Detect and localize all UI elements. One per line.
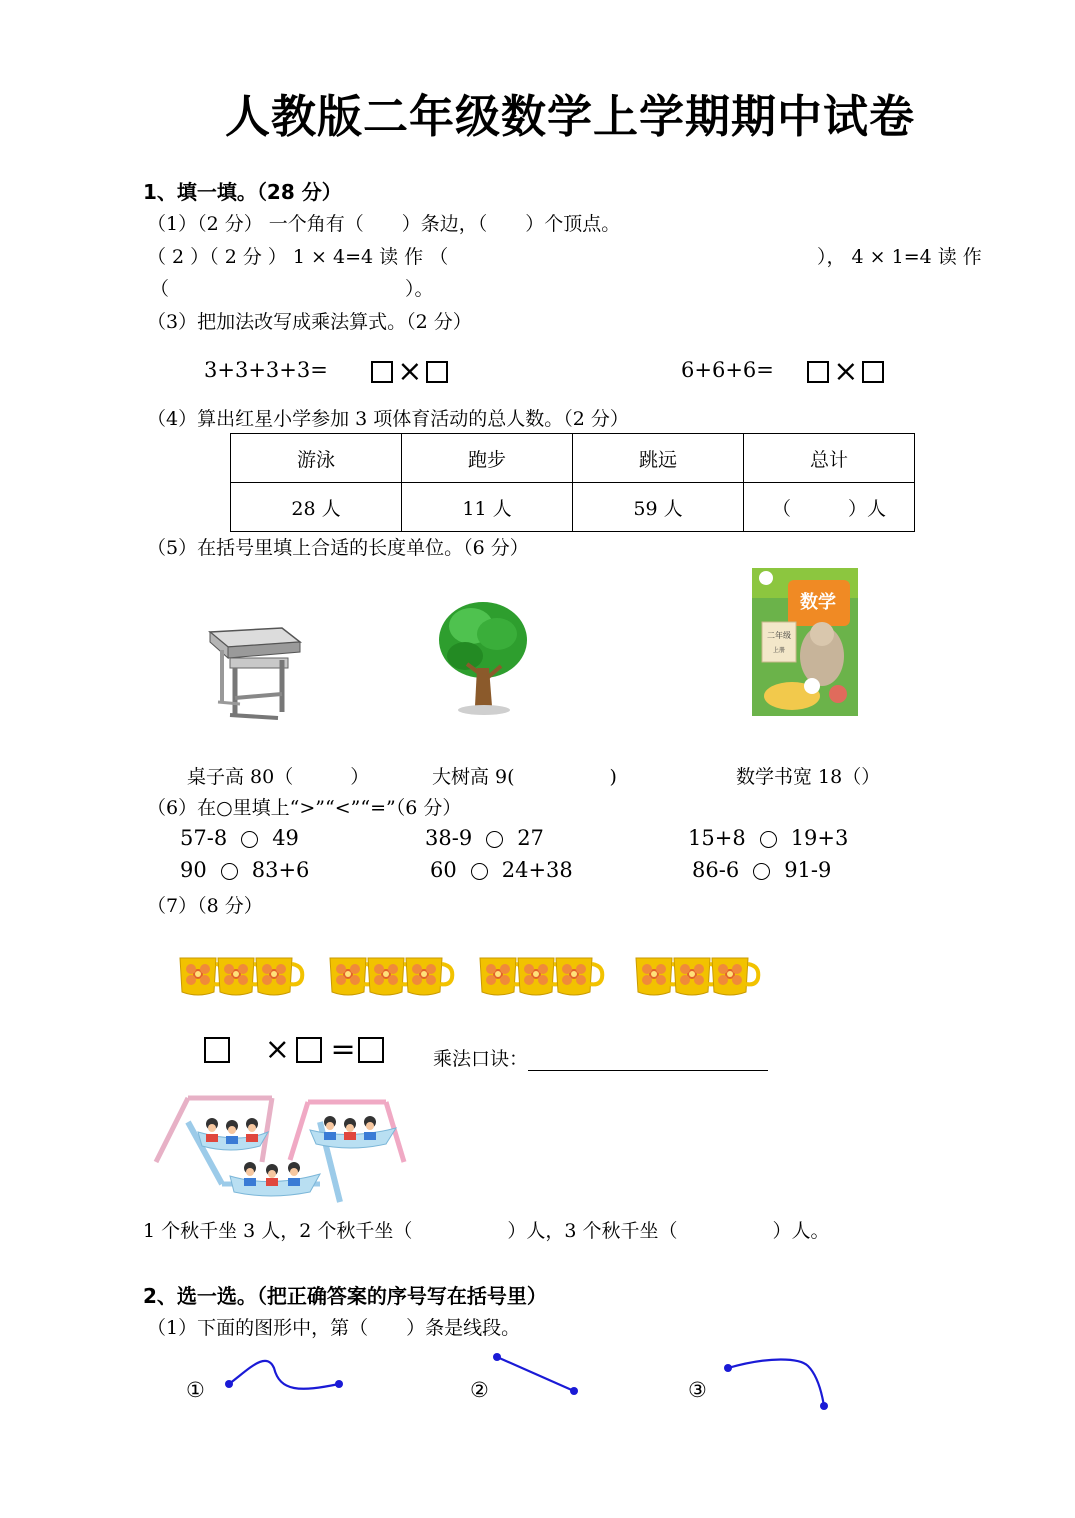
table-header-cell: 跳远 [573, 434, 744, 483]
section-2-heading: 2、选一选。（把正确答案的序号写在括号里） [143, 1284, 547, 1308]
q3-left-sum: 3+3+3+3= [204, 358, 328, 382]
compare-item: 38-9 27 [425, 826, 544, 850]
q5-book-label: 数学书宽 18（） [736, 766, 881, 788]
question-2-1: （1）下面的图形中，第（ ）条是线段。 [147, 1317, 521, 1339]
times-sign: × [397, 353, 423, 389]
option-label-2: ② [470, 1378, 489, 1402]
question-1-7: （7）（8 分） [147, 895, 263, 917]
times-sign: × [833, 353, 859, 389]
equals-sign: = [330, 1031, 356, 1067]
figure-2-segment [493, 1353, 578, 1395]
compare-item: 86-6 91-9 [692, 858, 832, 882]
question-1-2-part-a: （ 2 ）（ 2 分 ） 1 × 4=4 读 作 （ [147, 246, 449, 268]
option-label-1: ① [186, 1378, 205, 1402]
question-1-2-part-d: ）。 [405, 278, 434, 300]
figure-3-curve [724, 1360, 828, 1411]
book-cover-grade: 二年级 [767, 631, 791, 640]
times-sign: × [264, 1031, 290, 1067]
book-cover-title: 数学 [800, 592, 836, 613]
page-title: 人教版二年级数学上学期期中试卷 [224, 90, 915, 143]
compare-item: 15+8 19+3 [688, 826, 849, 850]
q3-right-sum: 6+6+6= [681, 358, 774, 382]
table-header-cell: 游泳 [231, 434, 402, 483]
question-1-3: （3）把加法改写成乘法算式。（2 分） [147, 311, 472, 333]
question-1-2-part-c: （ [150, 278, 170, 300]
compare-item: 60 24+38 [430, 858, 573, 882]
q7-rhyme-label: 乘法口诀： [433, 1048, 529, 1070]
question-1-4: （4）算出红星小学参加 3 项体育活动的总人数。（2 分） [147, 408, 629, 430]
compare-item: 90 83+6 [180, 858, 310, 882]
book-cover-term: 上册 [772, 647, 786, 654]
table-header-cell: 跑步 [402, 434, 573, 483]
question-1-5: （5）在括号里填上合适的长度单位。（6 分） [147, 537, 529, 559]
compare-item: 57-8 49 [180, 826, 299, 850]
table-cell: 59 人 [573, 483, 744, 532]
question-1-6: （6）在○里填上“>”“<”“=”（6 分） [147, 797, 462, 819]
q5-tree-label: 大树高 9( ) [432, 766, 617, 788]
q5-desk-label: 桌子高 80（ ） [187, 766, 370, 788]
figure-1-curve [225, 1361, 343, 1389]
option-label-3: ③ [688, 1378, 707, 1402]
table-cell-answer[interactable]: （ ）人 [744, 483, 915, 532]
table-cell: 28 人 [231, 483, 402, 532]
q7-swing-question: 1 个秋千坐 3 人，2 个秋千坐（ ）人，3 个秋千坐（ ）人。 [143, 1220, 830, 1242]
question-1-2-part-b: ）， 4 × 1=4 读 作 [817, 246, 982, 268]
question-1-1: （1）（2 分） 一个角有（ ）条边，（ ）个顶点。 [147, 213, 621, 235]
table-header-cell: 总计 [744, 434, 915, 483]
section-1-heading: 1、填一填。（28 分） [143, 180, 342, 204]
table-cell: 11 人 [402, 483, 573, 532]
